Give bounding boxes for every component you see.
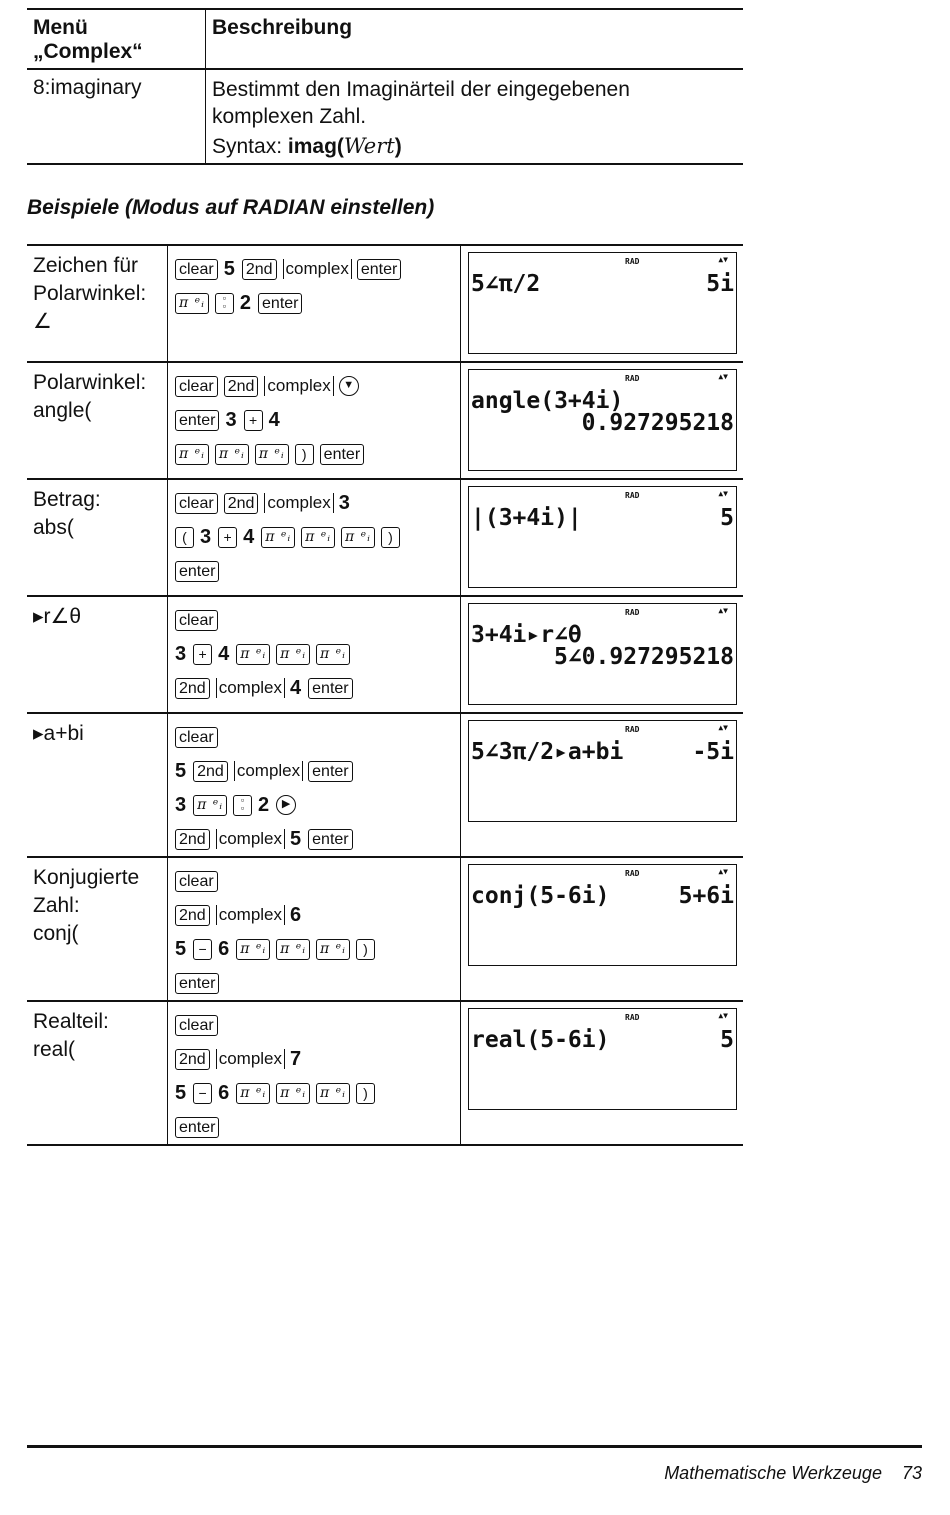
keystroke-line: [175, 437, 460, 471]
example-name: [27, 1001, 168, 1145]
digit-key: 6: [218, 937, 230, 960]
2nd-key: 2nd: [242, 259, 277, 280]
keystroke-line: [175, 754, 460, 788]
operator-key: ): [356, 1083, 375, 1104]
example-row: [27, 479, 743, 596]
pi-i-key: π ᵉᵢ: [301, 527, 335, 548]
calculator-screen: [468, 720, 737, 822]
enter-key: enter: [258, 293, 302, 314]
arrow-down-icon: ▼: [339, 376, 359, 396]
2nd-key: 2nd: [193, 761, 228, 782]
keystrokes: [168, 596, 461, 713]
screen-input: conj(5-6i): [471, 883, 610, 909]
keystroke-line: [175, 898, 460, 932]
screen-input: 3+4i▸r∠θ: [471, 622, 582, 648]
clear-key: clear: [175, 727, 218, 748]
keystroke-line: [175, 1042, 460, 1076]
keystroke-line: [175, 822, 460, 856]
enter-key: enter: [175, 1117, 219, 1138]
operator-key: ): [381, 527, 400, 548]
example-name: [27, 713, 168, 857]
keystrokes: [168, 479, 461, 596]
scroll-arrows-icon: ▲▼: [718, 489, 728, 498]
example-row: [27, 1001, 743, 1145]
keystroke-line: [175, 637, 460, 671]
example-row: [27, 362, 743, 479]
scroll-arrows-icon: ▲▼: [718, 606, 728, 615]
example-name: [27, 857, 168, 1001]
keystroke-line: [175, 369, 460, 403]
keystroke-line: [175, 554, 460, 588]
clear-key: clear: [175, 1015, 218, 1036]
operator-key: −: [193, 939, 212, 960]
description-header: Beschreibung: [206, 9, 744, 69]
operator-key: ): [295, 444, 314, 465]
keystroke-line: [175, 1008, 460, 1042]
mode-indicator: RAD: [625, 491, 640, 500]
mode-indicator: RAD: [625, 608, 640, 617]
digit-key: 4: [290, 676, 302, 699]
enter-key: enter: [175, 410, 219, 431]
syntax-function: imag(: [287, 135, 344, 158]
example-name-line: ▸r∠θ: [33, 605, 82, 628]
mode-indicator: RAD: [625, 1013, 640, 1022]
calculator-screen: [468, 603, 737, 705]
keystroke-line: [175, 486, 460, 520]
complex-menu-key: complex: [234, 761, 303, 781]
keystrokes: [168, 713, 461, 857]
clear-key: clear: [175, 493, 218, 514]
2nd-key: 2nd: [224, 493, 259, 514]
page-number: 73: [901, 1463, 922, 1483]
2nd-key: 2nd: [175, 1049, 210, 1070]
menu-item-description: [206, 69, 744, 164]
footer-rule: [27, 1445, 922, 1448]
enter-key: enter: [175, 561, 219, 582]
mode-indicator: RAD: [625, 257, 640, 266]
digit-key: 3: [225, 408, 237, 431]
digit-key: 6: [290, 903, 302, 926]
example-name: [27, 479, 168, 596]
example-name-line: Zahl:: [33, 894, 80, 917]
digit-key: 4: [268, 408, 280, 431]
screen-output: 5i: [706, 271, 734, 297]
calculator-screen: [468, 252, 737, 354]
example-row: [27, 857, 743, 1001]
calculator-screen-cell: [461, 362, 744, 479]
digit-key: 2: [258, 793, 270, 816]
example-row: [27, 596, 743, 713]
keystroke-line: [175, 520, 460, 554]
complex-menu-key: complex: [216, 829, 285, 849]
pi-i-key: π ᵉᵢ: [276, 939, 310, 960]
scroll-arrows-icon: ▲▼: [718, 723, 728, 732]
keystroke-line: [175, 252, 460, 286]
operator-key: (: [175, 527, 194, 548]
2nd-key: 2nd: [175, 829, 210, 850]
pi-i-key: π ᵉᵢ: [236, 644, 270, 665]
menu-header: Menü „Complex“: [27, 9, 206, 69]
screen-output: -5i: [692, 739, 734, 765]
digit-key: 2: [239, 291, 252, 314]
2nd-key: 2nd: [175, 905, 210, 926]
example-name-line: Konjugierte: [33, 866, 140, 889]
screen-output: 5: [720, 505, 734, 531]
example-name-line: angle(: [33, 399, 92, 422]
enter-key: enter: [308, 829, 352, 850]
screen-output: 5: [720, 1027, 734, 1053]
enter-key: enter: [308, 761, 352, 782]
keystrokes: [168, 1001, 461, 1145]
calculator-screen-cell: [461, 245, 744, 362]
clear-key: clear: [175, 871, 218, 892]
pi-i-key: π ᵉᵢ: [276, 1083, 310, 1104]
example-name-line: abs(: [33, 516, 74, 539]
pi-i-key: π ᵉᵢ: [236, 939, 270, 960]
clear-key: clear: [175, 376, 218, 397]
enter-key: enter: [175, 973, 219, 994]
calculator-screen-cell: [461, 857, 744, 1001]
menu-table: [27, 8, 743, 165]
example-name: [27, 245, 168, 362]
keystrokes: [168, 857, 461, 1001]
example-name-line: Realteil:: [33, 1010, 109, 1033]
screen-output: 5+6i: [678, 883, 734, 909]
enter-key: enter: [357, 259, 401, 280]
pi-i-key: π ᵉᵢ: [255, 444, 289, 465]
keystroke-line: [175, 603, 460, 637]
keystrokes: [168, 362, 461, 479]
digit-key: 3: [200, 525, 212, 548]
pi-i-key: π ᵉᵢ: [276, 644, 310, 665]
keystroke-line: [175, 932, 460, 966]
enter-key: enter: [308, 678, 352, 699]
syntax-close: ): [394, 135, 402, 158]
pi-i-key: π ᵉᵢ: [316, 644, 350, 665]
examples-table: [27, 244, 743, 1146]
pi-i-key: π ᵉᵢ: [341, 527, 375, 548]
example-name: [27, 596, 168, 713]
screen-output: 5∠0.927295218: [553, 644, 734, 670]
scroll-arrows-icon: ▲▼: [718, 1011, 728, 1020]
scroll-arrows-icon: ▲▼: [718, 867, 728, 876]
mode-indicator: RAD: [625, 869, 640, 878]
arrow-right-icon: ▶: [276, 795, 296, 815]
pi-i-key: π ᵉᵢ: [316, 939, 350, 960]
calculator-screen-cell: [461, 596, 744, 713]
syntax-label: Syntax:: [212, 135, 283, 158]
clear-key: clear: [175, 259, 218, 280]
complex-menu-key: complex: [216, 678, 285, 698]
keystroke-line: [175, 720, 460, 754]
digit-key: 5: [175, 759, 187, 782]
digit-key: 4: [218, 642, 230, 665]
screen-output: 0.927295218: [581, 410, 734, 436]
operator-key: −: [193, 1083, 212, 1104]
pi-i-key: π ᵉᵢ: [175, 293, 209, 314]
keystroke-line: [175, 1076, 460, 1110]
2nd-key: 2nd: [175, 678, 210, 699]
digit-key: 3: [175, 793, 187, 816]
example-name-line: conj(: [33, 922, 79, 945]
calculator-screen-cell: [461, 713, 744, 857]
syntax-line: [212, 134, 737, 159]
operator-key: +: [218, 527, 237, 548]
calculator-screen-cell: [461, 479, 744, 596]
example-name-line: real(: [33, 1038, 76, 1061]
example-name: [27, 362, 168, 479]
keystroke-line: [175, 671, 460, 705]
digit-key: 7: [290, 1047, 302, 1070]
scroll-arrows-icon: ▲▼: [718, 372, 728, 381]
keystroke-line: [175, 1110, 460, 1144]
enter-key: enter: [320, 444, 364, 465]
complex-menu-key: complex: [283, 259, 352, 279]
2nd-key: 2nd: [224, 376, 259, 397]
digit-key: 3: [338, 491, 350, 514]
digit-key: 5: [223, 257, 235, 280]
digit-key: 5: [175, 1081, 187, 1104]
operator-key: +: [244, 410, 263, 431]
operator-key: +: [193, 644, 212, 665]
clear-key: clear: [175, 610, 218, 631]
calculator-screen-cell: [461, 1001, 744, 1145]
example-name-line: ∠: [33, 310, 52, 333]
page-footer: [664, 1463, 922, 1484]
description-text: Bestimmt den Imaginärteil der eingegebenen komplexen Zahl.: [212, 78, 630, 128]
example-name-line: Zeichen für: [33, 254, 139, 277]
footer-title: Mathematische Werkzeuge: [664, 1463, 882, 1483]
keystroke-line: [175, 966, 460, 1000]
operator-key: ): [356, 939, 375, 960]
example-row: [27, 713, 743, 857]
fraction-key: ▫ ▫: [233, 795, 252, 816]
digit-key: 5: [175, 937, 187, 960]
screen-input: angle(3+4i): [471, 388, 624, 414]
pi-i-key: π ᵉᵢ: [175, 444, 209, 465]
pi-i-key: π ᵉᵢ: [215, 444, 249, 465]
screen-input: 5∠π/2: [471, 271, 541, 297]
pi-i-key: π ᵉᵢ: [193, 795, 227, 816]
example-name-line: Polarwinkel:: [33, 282, 147, 305]
keystroke-line: [175, 864, 460, 898]
calculator-screen: [468, 486, 737, 588]
scroll-arrows-icon: ▲▼: [718, 255, 728, 264]
screen-input: |(3+4i)|: [471, 505, 582, 531]
complex-menu-key: complex: [216, 1049, 285, 1069]
screen-input: 5∠3π/2▸a+bi: [471, 739, 624, 765]
screen-input: real(5-6i): [471, 1027, 610, 1053]
fraction-key: ▫ ▫: [215, 293, 234, 314]
example-row: [27, 245, 743, 362]
example-name-line: ▸a+bi: [33, 722, 84, 745]
keystroke-line: [175, 403, 460, 437]
complex-menu-key: complex: [216, 905, 285, 925]
digit-key: 5: [290, 827, 302, 850]
menu-item-name: 8:imaginary: [27, 69, 206, 164]
complex-menu-key: complex: [264, 376, 333, 396]
pi-i-key: π ᵉᵢ: [261, 527, 295, 548]
digit-key: 4: [243, 525, 255, 548]
syntax-argument: Wert: [343, 134, 395, 158]
pi-i-key: π ᵉᵢ: [236, 1083, 270, 1104]
keystroke-line: [175, 286, 460, 320]
keystrokes: [168, 245, 461, 362]
calculator-screen: [468, 1008, 737, 1110]
keystroke-line: [175, 788, 460, 822]
digit-key: 3: [175, 642, 187, 665]
complex-menu-key: complex: [264, 493, 333, 513]
mode-indicator: RAD: [625, 374, 640, 383]
examples-heading: Beispiele (Modus auf RADIAN einstellen): [27, 196, 435, 219]
example-name-line: Betrag:: [33, 488, 101, 511]
calculator-screen: [468, 864, 737, 966]
mode-indicator: RAD: [625, 725, 640, 734]
pi-i-key: π ᵉᵢ: [316, 1083, 350, 1104]
calculator-screen: [468, 369, 737, 471]
digit-key: 6: [218, 1081, 230, 1104]
example-name-line: Polarwinkel:: [33, 371, 147, 394]
